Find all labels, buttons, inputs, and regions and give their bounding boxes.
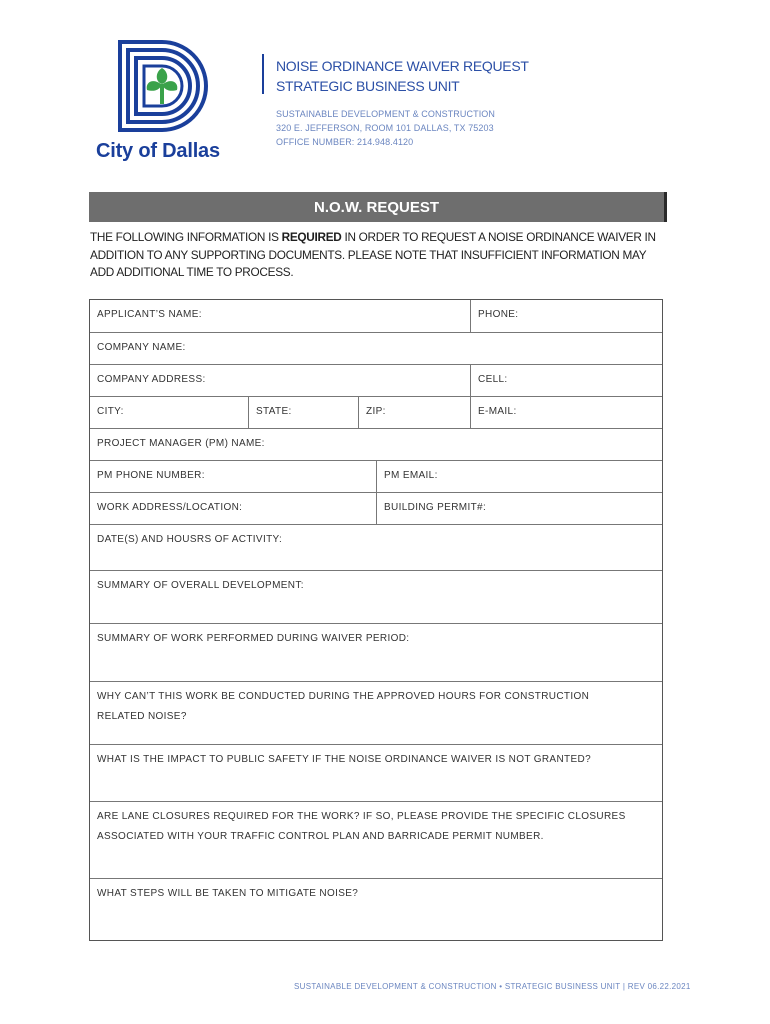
city-of-dallas-logo [96,40,236,168]
applicant-name-label: APPLICANT’S NAME: [97,309,202,320]
form-row-pm-contact [90,460,662,493]
form-row-dates-hours [90,524,662,571]
dates-hours-label: DATE(S) AND HOUSRS OF ACTIVITY: [97,534,283,545]
form-row-work-address [90,492,662,525]
intro-paragraph [90,229,672,282]
logo-text: City of Dallas [96,140,220,162]
phone-field[interactable] [470,300,662,332]
impact-safety-field[interactable] [90,745,662,802]
form-row-city [90,396,662,429]
pm-phone-label: PM PHONE NUMBER: [97,470,205,481]
header-address-line1: SUSTAINABLE DEVELOPMENT & CONSTRUCTION [276,109,496,119]
pm-email-field[interactable] [376,461,662,493]
lane-closures-field[interactable] [90,802,630,879]
work-address-field[interactable] [90,493,376,525]
form-row-impact-safety [90,744,662,802]
header-title-line2: STRATEGIC BUSINESS UNIT [276,78,460,94]
city-of-dallas-logo-icon [118,40,210,132]
cell-label: CELL: [478,374,508,385]
company-address-field[interactable] [90,365,470,397]
request-form [89,299,663,941]
why-cant-label: WHY CAN’T THIS WORK BE CONDUCTED DURING THE APPROVED HOURS FOR CONSTRUCTION RELATED NOISE? [97,691,590,722]
form-row-project-manager [90,428,662,461]
form-row-mitigate-noise [90,878,662,941]
project-manager-field[interactable] [90,429,662,461]
footer-text: SUSTAINABLE DEVELOPMENT & CONSTRUCTION • STRATEGIC BUSINESS UNIT | REV 06.22.2021 [294,982,691,991]
mitigate-noise-label: WHAT STEPS WILL BE TAKEN TO MITIGATE NOISE? [97,888,359,899]
state-label: STATE: [256,406,292,417]
project-manager-label: PROJECT MANAGER (PM) NAME: [97,438,265,449]
mitigate-noise-field[interactable] [90,879,662,941]
intro-text-before: THE FOLLOWING INFORMATION IS [90,230,282,244]
work-address-label: WORK ADDRESS/LOCATION: [97,502,243,513]
impact-safety-label: WHAT IS THE IMPACT TO PUBLIC SAFETY IF THE NOISE ORDINANCE WAIVER IS NOT GRANTED? [97,754,591,765]
city-label: CITY: [97,406,124,417]
summary-development-field[interactable] [90,571,662,624]
form-row-company-name [90,332,662,365]
header-address-line3: OFFICE NUMBER: 214.948.4120 [276,137,414,147]
cell-field[interactable] [470,365,662,397]
why-cant-field[interactable] [90,682,630,745]
form-row-summary-development [90,570,662,624]
form-row-company-address [90,364,662,397]
intro-text-after: IN ORDER TO REQUEST A NOISE ORDINANCE WAIVER IN ADDITION TO ANY SUPPORTING DOCUMENTS. PLEASE NOTE THAT INSUFFICIENT INFORMATION MAY ADD ADDITIONAL TIME TO PROCESS. [90,230,656,279]
form-row-why-cant [90,681,662,745]
intro-required-emphasis: REQUIRED [281,230,342,244]
dates-hours-field[interactable] [90,525,662,571]
form-row-applicant [90,300,662,332]
building-permit-label: BUILDING PERMIT#: [384,502,487,513]
company-address-label: COMPANY ADDRESS: [97,374,206,385]
city-field[interactable] [90,397,248,429]
building-permit-field[interactable] [376,493,662,525]
company-name-label: COMPANY NAME: [97,342,186,353]
pm-phone-field[interactable] [90,461,376,493]
email-label: E-MAIL: [478,406,517,417]
summary-work-field[interactable] [90,624,662,682]
summary-development-label: SUMMARY OF OVERALL DEVELOPMENT: [97,580,304,591]
phone-label: PHONE: [478,309,519,320]
banner-title: N.O.W. REQUEST [313,198,439,216]
header-address [276,107,495,149]
summary-work-label: SUMMARY OF WORK PERFORMED DURING WAIVER PERIOD: [97,633,410,644]
email-field[interactable] [470,397,662,429]
applicant-name-field[interactable] [90,300,470,332]
lane-closures-label: ARE LANE CLOSURES REQUIRED FOR THE WORK? IF SO, PLEASE PROVIDE THE SPECIFIC CLOSURES ASSOCIATED WITH YOUR TRAFFIC CONTROL PLAN AND BARRICADE PERMIT NUMBER. [97,811,626,842]
header-title [276,56,529,96]
now-request-banner [89,192,667,222]
company-name-field[interactable] [90,333,662,365]
state-field[interactable] [248,397,358,429]
header-divider [262,54,264,94]
form-row-lane-closures [90,801,662,879]
zip-field[interactable] [358,397,470,429]
header-title-line1: NOISE ORDINANCE WAIVER REQUEST [276,58,529,74]
header-address-line2: 320 E. JEFFERSON, ROOM 101 DALLAS, TX 75203 [276,123,494,133]
form-row-summary-work [90,623,662,682]
pm-email-label: PM EMAIL: [384,470,438,481]
zip-label: ZIP: [366,406,386,417]
